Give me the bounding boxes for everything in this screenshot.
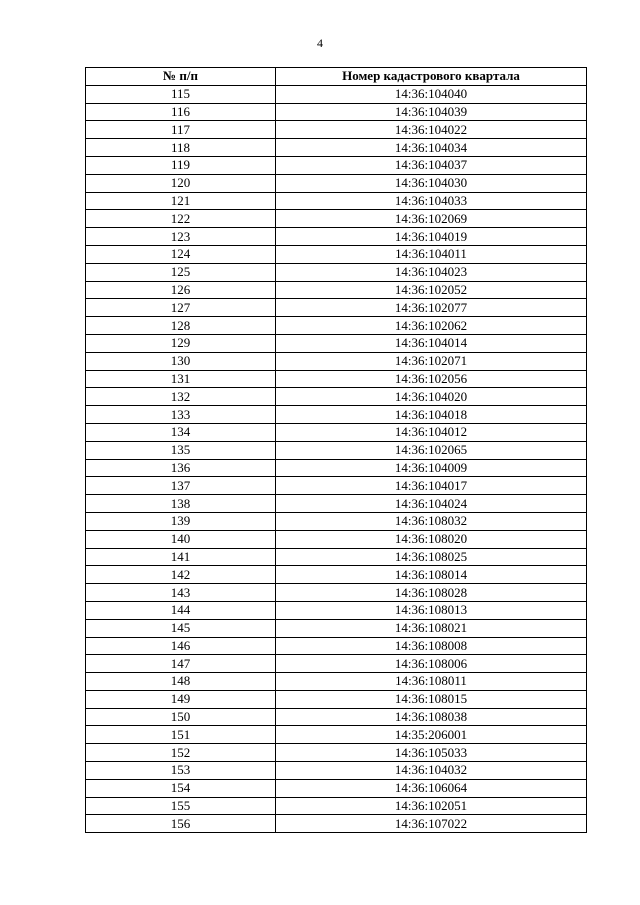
cadastral-number: 14:36:107022 — [276, 815, 587, 833]
table-row — [86, 441, 587, 459]
cadastral-number: 14:36:108021 — [276, 619, 587, 637]
table-row — [86, 637, 587, 655]
table-body — [86, 85, 587, 832]
table-row — [86, 156, 587, 174]
table-row — [86, 334, 587, 352]
table-row — [86, 228, 587, 246]
cadastral-number: 14:36:104009 — [276, 459, 587, 477]
cadastral-number: 14:36:108032 — [276, 512, 587, 530]
row-index: 152 — [86, 744, 276, 762]
row-index: 139 — [86, 512, 276, 530]
cadastral-number: 14:36:108013 — [276, 601, 587, 619]
table-row — [86, 744, 587, 762]
cadastral-number: 14:36:102069 — [276, 210, 587, 228]
row-index: 120 — [86, 174, 276, 192]
cadastral-number: 14:36:104037 — [276, 156, 587, 174]
cadastral-number: 14:35:206001 — [276, 726, 587, 744]
cadastral-number: 14:36:104014 — [276, 334, 587, 352]
table-row — [86, 263, 587, 281]
cadastral-number: 14:36:108006 — [276, 655, 587, 673]
row-index: 143 — [86, 584, 276, 602]
cadastral-number: 14:36:102051 — [276, 797, 587, 815]
cadastral-number: 14:36:108014 — [276, 566, 587, 584]
cadastral-number: 14:36:102077 — [276, 299, 587, 317]
header-cadastral-number: Номер кадастрового квартала — [276, 68, 587, 86]
table-row — [86, 388, 587, 406]
table-row — [86, 708, 587, 726]
table-row — [86, 619, 587, 637]
row-index: 141 — [86, 548, 276, 566]
cadastral-number: 14:36:102052 — [276, 281, 587, 299]
row-index: 154 — [86, 779, 276, 797]
page-number: 4 — [317, 36, 323, 50]
cadastral-number: 14:36:104018 — [276, 406, 587, 424]
table-row — [86, 584, 587, 602]
cadastral-number: 14:36:104020 — [276, 388, 587, 406]
cadastral-number: 14:36:108015 — [276, 690, 587, 708]
row-index: 150 — [86, 708, 276, 726]
row-index: 129 — [86, 334, 276, 352]
cadastral-number: 14:36:104011 — [276, 245, 587, 263]
table-row — [86, 406, 587, 424]
row-index: 140 — [86, 530, 276, 548]
cadastral-number: 14:36:104039 — [276, 103, 587, 121]
table-row — [86, 566, 587, 584]
row-index: 116 — [86, 103, 276, 121]
cadastral-number: 14:36:104032 — [276, 762, 587, 780]
row-index: 128 — [86, 317, 276, 335]
table-row — [86, 85, 587, 103]
row-index: 155 — [86, 797, 276, 815]
table-row — [86, 673, 587, 691]
cadastral-number: 14:36:104012 — [276, 423, 587, 441]
table-row — [86, 210, 587, 228]
row-index: 147 — [86, 655, 276, 673]
row-index: 137 — [86, 477, 276, 495]
cadastral-number: 14:36:106064 — [276, 779, 587, 797]
row-index: 118 — [86, 139, 276, 157]
cadastral-number: 14:36:104040 — [276, 85, 587, 103]
table-row — [86, 352, 587, 370]
table-row — [86, 762, 587, 780]
table-row — [86, 655, 587, 673]
cadastral-number: 14:36:102071 — [276, 352, 587, 370]
row-index: 121 — [86, 192, 276, 210]
row-index: 124 — [86, 245, 276, 263]
cadastral-number: 14:36:108028 — [276, 584, 587, 602]
row-index: 156 — [86, 815, 276, 833]
cadastral-number: 14:36:104024 — [276, 495, 587, 513]
cadastral-number: 14:36:108008 — [276, 637, 587, 655]
table-row — [86, 139, 587, 157]
row-index: 122 — [86, 210, 276, 228]
cadastral-number: 14:36:104034 — [276, 139, 587, 157]
row-index: 151 — [86, 726, 276, 744]
table-row — [86, 601, 587, 619]
cadastral-number: 14:36:104017 — [276, 477, 587, 495]
cadastral-number: 14:36:102062 — [276, 317, 587, 335]
table-row — [86, 779, 587, 797]
row-index: 117 — [86, 121, 276, 139]
cadastral-number: 14:36:108025 — [276, 548, 587, 566]
table-row — [86, 423, 587, 441]
row-index: 133 — [86, 406, 276, 424]
cadastral-number: 14:36:104030 — [276, 174, 587, 192]
row-index: 115 — [86, 85, 276, 103]
cadastral-number: 14:36:102056 — [276, 370, 587, 388]
row-index: 134 — [86, 423, 276, 441]
cadastral-number: 14:36:104023 — [276, 263, 587, 281]
row-index: 146 — [86, 637, 276, 655]
table-row — [86, 459, 587, 477]
cadastral-number: 14:36:108038 — [276, 708, 587, 726]
row-index: 123 — [86, 228, 276, 246]
row-index: 135 — [86, 441, 276, 459]
table-row — [86, 317, 587, 335]
row-index: 126 — [86, 281, 276, 299]
table-row — [86, 512, 587, 530]
row-index: 131 — [86, 370, 276, 388]
row-index: 127 — [86, 299, 276, 317]
table-row — [86, 690, 587, 708]
cadastral-number: 14:36:102065 — [276, 441, 587, 459]
cadastral-number: 14:36:108011 — [276, 673, 587, 691]
row-index: 144 — [86, 601, 276, 619]
row-index: 149 — [86, 690, 276, 708]
table-row — [86, 530, 587, 548]
row-index: 119 — [86, 156, 276, 174]
table-row — [86, 281, 587, 299]
table-row — [86, 174, 587, 192]
cadastral-number: 14:36:104033 — [276, 192, 587, 210]
row-index: 125 — [86, 263, 276, 281]
table-row — [86, 815, 587, 833]
cadastral-table — [85, 67, 587, 833]
table-row — [86, 121, 587, 139]
row-index: 142 — [86, 566, 276, 584]
table-row — [86, 726, 587, 744]
table-row — [86, 548, 587, 566]
table-row — [86, 245, 587, 263]
row-index: 148 — [86, 673, 276, 691]
header-index: № п/п — [86, 68, 276, 86]
table-row — [86, 797, 587, 815]
row-index: 132 — [86, 388, 276, 406]
row-index: 130 — [86, 352, 276, 370]
cadastral-number: 14:36:104019 — [276, 228, 587, 246]
table-row — [86, 103, 587, 121]
cadastral-number: 14:36:108020 — [276, 530, 587, 548]
table-row — [86, 299, 587, 317]
table-row — [86, 495, 587, 513]
table-row — [86, 370, 587, 388]
row-index: 138 — [86, 495, 276, 513]
cadastral-number: 14:36:105033 — [276, 744, 587, 762]
table-header-row — [86, 68, 587, 86]
row-index: 136 — [86, 459, 276, 477]
row-index: 145 — [86, 619, 276, 637]
cadastral-number: 14:36:104022 — [276, 121, 587, 139]
table-row — [86, 192, 587, 210]
row-index: 153 — [86, 762, 276, 780]
table-row — [86, 477, 587, 495]
